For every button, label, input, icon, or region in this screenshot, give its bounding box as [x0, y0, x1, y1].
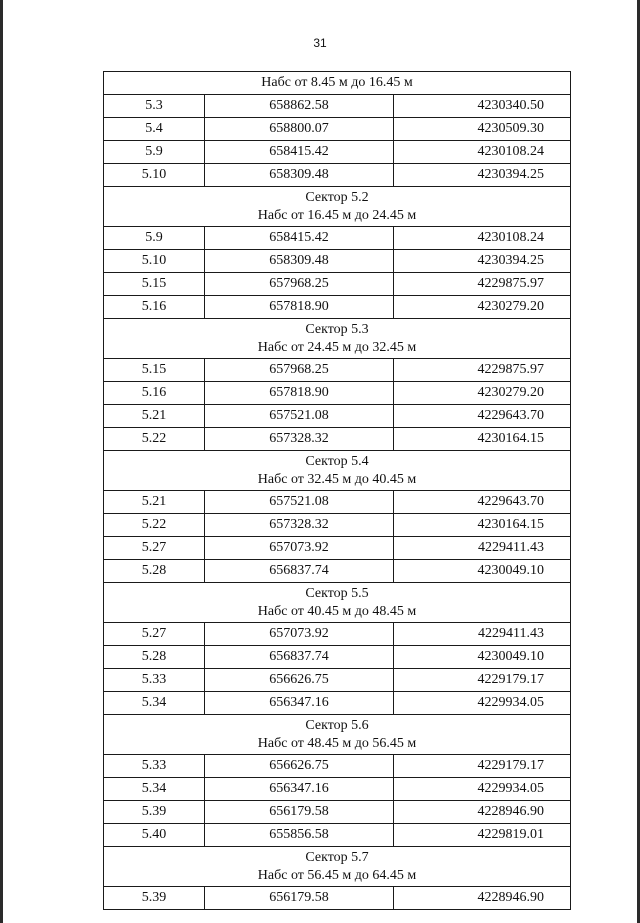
- table-row: [104, 227, 571, 250]
- table-row: [104, 623, 571, 646]
- point-number-cell: 5.3: [104, 95, 205, 118]
- y-coordinate-cell: 4229875.97: [394, 359, 571, 382]
- point-number-cell: 5.4: [104, 118, 205, 141]
- sector-title: Сектор 5.5: [305, 585, 369, 601]
- y-coordinate-cell: 4230279.20: [394, 296, 571, 319]
- table-row: [104, 428, 571, 451]
- y-coordinate-cell: 4229875.97: [394, 273, 571, 296]
- point-number-cell: 5.16: [104, 382, 205, 405]
- point-number-cell: 5.21: [104, 491, 205, 514]
- point-number-cell: 5.28: [104, 560, 205, 583]
- x-coordinate-cell: 655856.58: [205, 824, 394, 847]
- y-coordinate-cell: 4230279.20: [394, 382, 571, 405]
- x-coordinate-cell: 658862.58: [205, 95, 394, 118]
- sector-header-row: [104, 847, 571, 887]
- x-coordinate-cell: 656837.74: [205, 560, 394, 583]
- point-number-cell: 5.21: [104, 405, 205, 428]
- y-coordinate-cell: 4230509.30: [394, 118, 571, 141]
- height-range: Набс от 16.45 м до 24.45 м: [257, 207, 417, 223]
- y-coordinate-cell: 4230164.15: [394, 514, 571, 537]
- point-number-cell: 5.40: [104, 824, 205, 847]
- sector-header-row: [104, 72, 571, 95]
- x-coordinate-cell: 656626.75: [205, 755, 394, 778]
- point-number-cell: 5.33: [104, 669, 205, 692]
- x-coordinate-cell: 657073.92: [205, 623, 394, 646]
- sector-header-cell: [104, 583, 571, 623]
- x-coordinate-cell: 657328.32: [205, 428, 394, 451]
- x-coordinate-cell: 656626.75: [205, 669, 394, 692]
- y-coordinate-cell: 4229819.01: [394, 824, 571, 847]
- table-row: [104, 887, 571, 910]
- y-coordinate-cell: 4229643.70: [394, 405, 571, 428]
- table-row: [104, 755, 571, 778]
- point-number-cell: 5.27: [104, 623, 205, 646]
- point-number-cell: 5.27: [104, 537, 205, 560]
- table-row: [104, 95, 571, 118]
- sector-title: Сектор 5.2: [305, 189, 369, 205]
- table-row: [104, 692, 571, 715]
- x-coordinate-cell: 657818.90: [205, 296, 394, 319]
- page-number: 31: [313, 36, 327, 50]
- point-number-cell: 5.39: [104, 887, 205, 910]
- coordinates-table-body: [104, 72, 571, 910]
- point-number-cell: 5.9: [104, 227, 205, 250]
- table-row: [104, 405, 571, 428]
- sector-header-cell: [104, 187, 571, 227]
- table-row: [104, 514, 571, 537]
- x-coordinate-cell: 658415.42: [205, 227, 394, 250]
- x-coordinate-cell: 657818.90: [205, 382, 394, 405]
- y-coordinate-cell: 4228946.90: [394, 887, 571, 910]
- sector-header-cell: [104, 72, 571, 95]
- x-coordinate-cell: 658309.48: [205, 164, 394, 187]
- y-coordinate-cell: 4230394.25: [394, 250, 571, 273]
- table-row: [104, 382, 571, 405]
- point-number-cell: 5.33: [104, 755, 205, 778]
- y-coordinate-cell: 4229411.43: [394, 623, 571, 646]
- y-coordinate-cell: 4230394.25: [394, 164, 571, 187]
- x-coordinate-cell: 657968.25: [205, 273, 394, 296]
- x-coordinate-cell: 657521.08: [205, 491, 394, 514]
- x-coordinate-cell: 657328.32: [205, 514, 394, 537]
- coordinates-table: [103, 71, 571, 910]
- table-row: [104, 801, 571, 824]
- table-row: [104, 164, 571, 187]
- y-coordinate-cell: 4230108.24: [394, 227, 571, 250]
- height-range: Набс от 32.45 м до 40.45 м: [257, 471, 417, 487]
- table-row: [104, 359, 571, 382]
- sector-header-row: [104, 319, 571, 359]
- table-row: [104, 141, 571, 164]
- table-row: [104, 560, 571, 583]
- point-number-cell: 5.10: [104, 250, 205, 273]
- y-coordinate-cell: 4229179.17: [394, 755, 571, 778]
- height-range: Набс от 48.45 м до 56.45 м: [257, 735, 417, 751]
- x-coordinate-cell: 658415.42: [205, 141, 394, 164]
- point-number-cell: 5.28: [104, 646, 205, 669]
- sector-header-row: [104, 451, 571, 491]
- table-row: [104, 296, 571, 319]
- table-row: [104, 646, 571, 669]
- point-number-cell: 5.39: [104, 801, 205, 824]
- x-coordinate-cell: 658800.07: [205, 118, 394, 141]
- x-coordinate-cell: 656347.16: [205, 692, 394, 715]
- y-coordinate-cell: 4229643.70: [394, 491, 571, 514]
- scan-edge-left: [0, 0, 3, 923]
- point-number-cell: 5.9: [104, 141, 205, 164]
- y-coordinate-cell: 4230108.24: [394, 141, 571, 164]
- x-coordinate-cell: 658309.48: [205, 250, 394, 273]
- sector-title: Сектор 5.6: [305, 717, 369, 733]
- table-row: [104, 491, 571, 514]
- table-row: [104, 118, 571, 141]
- y-coordinate-cell: 4230340.50: [394, 95, 571, 118]
- sector-title: Сектор 5.3: [305, 321, 369, 337]
- point-number-cell: 5.15: [104, 273, 205, 296]
- y-coordinate-cell: 4229934.05: [394, 692, 571, 715]
- y-coordinate-cell: 4229179.17: [394, 669, 571, 692]
- table-row: [104, 273, 571, 296]
- x-coordinate-cell: 657968.25: [205, 359, 394, 382]
- sector-header-row: [104, 715, 571, 755]
- table-row: [104, 669, 571, 692]
- x-coordinate-cell: 656179.58: [205, 801, 394, 824]
- point-number-cell: 5.22: [104, 428, 205, 451]
- sector-header-cell: [104, 451, 571, 491]
- height-range: Набс от 24.45 м до 32.45 м: [257, 339, 417, 355]
- sector-header-cell: [104, 319, 571, 359]
- height-range: Набс от 56.45 м до 64.45 м: [257, 867, 417, 883]
- y-coordinate-cell: 4230049.10: [394, 646, 571, 669]
- y-coordinate-cell: 4230049.10: [394, 560, 571, 583]
- x-coordinate-cell: 657073.92: [205, 537, 394, 560]
- y-coordinate-cell: 4230164.15: [394, 428, 571, 451]
- sector-header-row: [104, 583, 571, 623]
- point-number-cell: 5.34: [104, 778, 205, 801]
- x-coordinate-cell: 657521.08: [205, 405, 394, 428]
- height-range: Набс от 40.45 м до 48.45 м: [257, 603, 417, 619]
- y-coordinate-cell: 4229934.05: [394, 778, 571, 801]
- y-coordinate-cell: 4228946.90: [394, 801, 571, 824]
- table-row: [104, 250, 571, 273]
- y-coordinate-cell: 4229411.43: [394, 537, 571, 560]
- table-row: [104, 824, 571, 847]
- sector-header-cell: [104, 847, 571, 887]
- table-row: [104, 778, 571, 801]
- sector-title: Сектор 5.7: [305, 849, 369, 865]
- x-coordinate-cell: 656179.58: [205, 887, 394, 910]
- sector-title: Сектор 5.4: [305, 453, 369, 469]
- x-coordinate-cell: 656837.74: [205, 646, 394, 669]
- point-number-cell: 5.34: [104, 692, 205, 715]
- point-number-cell: 5.15: [104, 359, 205, 382]
- point-number-cell: 5.10: [104, 164, 205, 187]
- sector-header-cell: [104, 715, 571, 755]
- point-number-cell: 5.16: [104, 296, 205, 319]
- table-row: [104, 537, 571, 560]
- point-number-cell: 5.22: [104, 514, 205, 537]
- x-coordinate-cell: 656347.16: [205, 778, 394, 801]
- sector-header-row: [104, 187, 571, 227]
- height-range: Набс от 8.45 м до 16.45 м: [261, 75, 413, 90]
